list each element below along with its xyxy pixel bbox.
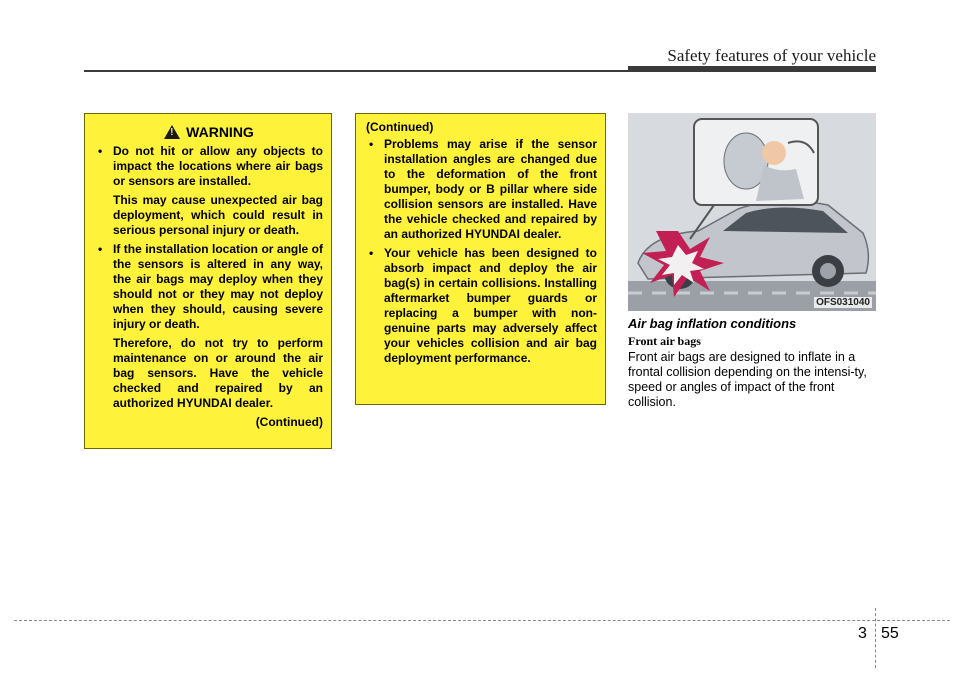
section-subtitle: Front air bags — [628, 334, 701, 348]
illustration-code: OFS031040 — [816, 297, 870, 308]
running-header: Safety features of your vehicle — [667, 46, 876, 65]
warning-bullet-2: • If the installation location or angle of the sensors is altered in any way, the air bags may deploy when they should not or they may not deploy when they should, causing severe injury or death. — [95, 242, 323, 332]
chapter-number: 3 — [858, 625, 867, 642]
page-number: 55 — [881, 625, 899, 642]
warning-triangle-icon — [164, 125, 180, 139]
collision-illustration-graphic — [628, 113, 876, 311]
continued-bullet-1: • Problems may arise if the sensor installation angles are changed due to the deformation of the front bumper, body or B pillar where side collision sensors are installed. Have the vehicle checked and repaired by an authorized HYUNDAI dealer. — [366, 137, 597, 242]
warning-continued-label: (Continued) — [255, 415, 323, 429]
section-title: Air bag inflation conditions — [628, 316, 797, 331]
section-body: Front air bags are designed to inflate in a frontal collision depending on the intensi-ty, speed or angles of impact of the front collision. — [628, 350, 867, 409]
footer-rule — [14, 620, 950, 621]
header-rule-accent — [628, 66, 876, 71]
warning-heading-text: WARNING — [186, 124, 254, 140]
warning-para-1: This may cause unexpected air bag deployment, which could result in serious personal injury or death. — [113, 193, 323, 237]
warning-heading — [95, 124, 323, 140]
continued-bullet-2: • Your vehicle has been designed to absorb impact and deploy the air bag(s) in certain collisions. Installing aftermarket bumper guards or replacing a bumper with non-genuine parts may adversely affect your vehicles collision and air bag deployment performance. — [366, 246, 597, 366]
continued-heading: (Continued) — [366, 120, 434, 134]
continued-warning-box — [355, 113, 606, 405]
airbag-illustration — [628, 113, 876, 311]
warning-bullet-1: • Do not hit or allow any objects to impact the locations where air bags or sensors are installed. — [95, 144, 323, 189]
footer-divider — [875, 608, 876, 668]
warning-para-2: Therefore, do not try to perform maintenance on or around the air bag sensors. Have the vehicle checked and repaired by an authorized HYUNDAI dealer. — [113, 336, 323, 410]
warning-box — [84, 113, 332, 449]
